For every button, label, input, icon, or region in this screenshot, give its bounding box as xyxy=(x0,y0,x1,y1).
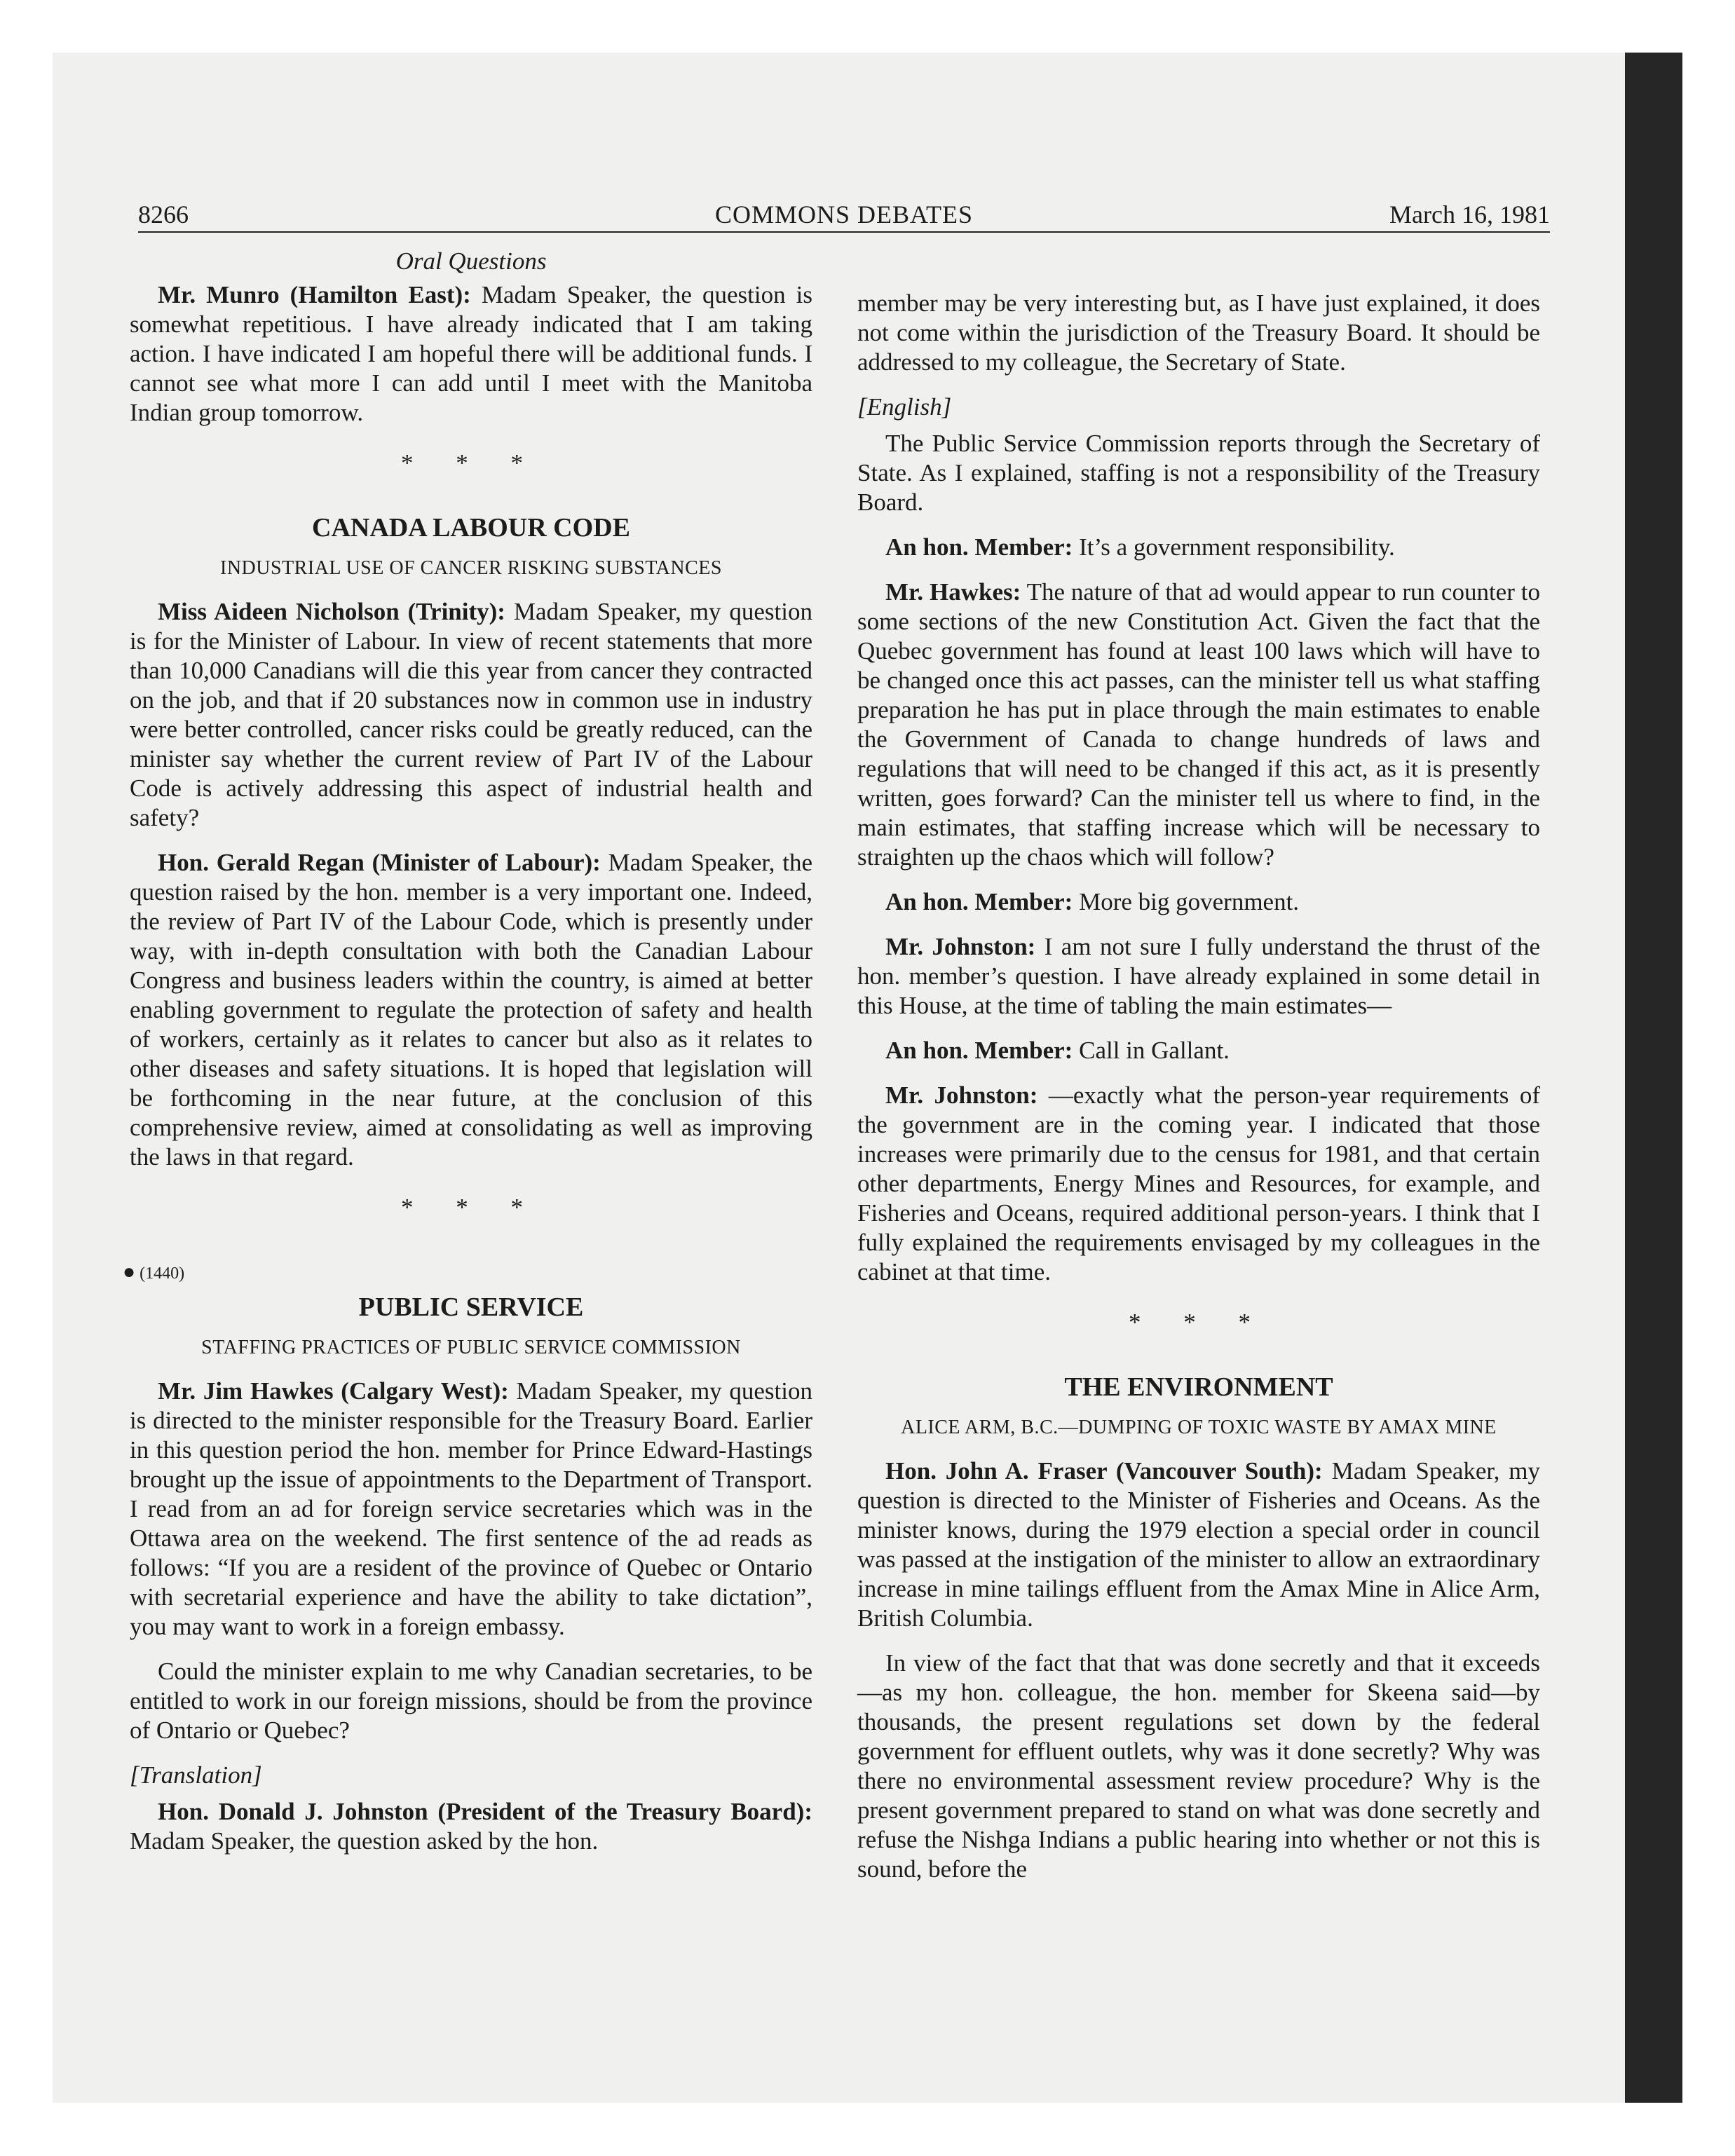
speaker-name: Mr. Johnston: xyxy=(885,933,1036,960)
speech-text: The nature of that ad would appear to run counter to some sections of the new Constitution Act. Given the fact that the Quebec government has found at least 100 laws which will have to be changed once this act passes, can the minister tell us what staffing preparation he has put in place through the main estimates to enable the Government of Canada to change hundreds of laws and regulations that will need to be changed if this act, as it is presently written, goes forward? Can the minister tell us where to find, in the main estimates, that staffing increase which will be necessary to straighten up the chaos which will follow? xyxy=(857,578,1540,871)
speech-text: Madam Speaker, my question is directed to the minister responsible for the Treasury Board. Earlier in this question period the hon. member for Prince Edward-Hastings brought up the issue of appointments to the Department of Transport. I read from an ad for foreign service secretaries which was in the Ottawa area on the weekend. The first sentence of the ad reads as follows: “If you are a resident of the province of Quebec or Ontario with secretarial experience and have the ability to take dictation”, you may want to work in a foreign embassy. xyxy=(130,1377,812,1640)
language-note: [Translation] xyxy=(130,1761,262,1789)
paragraph-johnston-cont xyxy=(857,1081,1540,1287)
language-note: [English] xyxy=(857,393,952,421)
paragraph-member-interjection xyxy=(857,533,1540,562)
paragraph-hawkes-supplementary xyxy=(857,578,1540,872)
paragraph-johnston xyxy=(130,1797,812,1856)
running-header xyxy=(138,199,1550,233)
speech-text: More big government. xyxy=(1079,888,1300,915)
speaker-name: Hon. Donald J. Johnston (President of the Treasury Board): xyxy=(158,1798,812,1825)
speech-text: Madam Speaker, the question raised by the hon. member is a very important one. Indeed, the review of Part IV of the Labour Code, which is presently under way, with in-depth consultation with both the Canadian Labour Congress and business leaders within the country, is aimed at better enabling government to regulate the protection of safety and health of workers, certainly as it relates to cancer but also as it relates to other diseases and safety situations. It is hoped that legislation will be forthcoming in the near future, at the conclusion of this comprehensive review, aimed at consolidating as well as improving the laws in that regard. xyxy=(130,849,812,1171)
paragraph-hawkes-cont: Could the minister explain to me why Canadian secretaries, to be entitled to work in our foreign missions, should be from the province of Ontario or Quebec? xyxy=(130,1658,812,1744)
time-marker-text: (1440) xyxy=(140,1264,185,1283)
scan-edge-shadow xyxy=(1625,53,1682,2103)
speech-text: I am not sure I fully understand the thrust of the hon. member’s question. I have already explained in some detail in this House, at the time of tabling the main estimates— xyxy=(857,933,1540,1019)
section-heading-labour-code: CANADA LABOUR CODE xyxy=(312,513,630,543)
bullet-icon: ● xyxy=(123,1260,136,1283)
speech-text: Madam Speaker, my question is for the Minister of Labour. In view of recent statements that more than 10,000 Canadians will die this year from cancer they contracted on the job, and that if 20 substances now in common use in industry were better controlled, cancer risks could be greatly reduced, can the minister say whether the current review of Part IV of the Labour Code is actively addressing this aspect of industrial health and safety? xyxy=(130,598,812,831)
section-separator: * * * xyxy=(1129,1309,1269,1336)
speech-text: Madam Speaker, my question is directed to the Minister of Fisheries and Oceans. As the minister knows, during the 1979 election a special order in council was passed at the instigation of the minister to allow an extraordinary increase in mine tailings effluent from the Amax Mine in Alice Arm, British Columbia. xyxy=(857,1457,1541,1632)
speaker-name: Mr. Munro (Hamilton East): xyxy=(158,281,471,308)
paragraph-johnston-reply xyxy=(857,932,1540,1021)
section-subheading: ALICE ARM, B.C.—DUMPING OF TOXIC WASTE BY AMAX MINE xyxy=(901,1417,1497,1438)
speaker-name: Hon. Gerald Regan (Minister of Labour): xyxy=(158,849,601,876)
speaker-name: An hon. Member: xyxy=(885,1037,1073,1064)
section-subheading: INDUSTRIAL USE OF CANCER RISKING SUBSTANCES xyxy=(220,557,722,579)
paragraph-hawkes xyxy=(130,1377,812,1642)
paragraph-fraser-cont: In view of the fact that that was done secretly and that it exceeds—as my hon. colleague, the hon. member for Skeena said—by thousands, the present regulations set down by the federal government for effluent outlets, why was it done secretly? Why was there no environmental assessment review procedure? Why is the present government prepared to stand on what was done secretly and refuse the Nishga Indians a public hearing into whether or not this is sound, before the xyxy=(857,1649,1540,1883)
speaker-name: Mr. Hawkes: xyxy=(885,578,1021,606)
paragraph-nicholson xyxy=(130,597,812,833)
speaker-name: Hon. John A. Fraser (Vancouver South): xyxy=(885,1457,1323,1485)
section-separator: * * * xyxy=(401,1194,541,1221)
speech-text: Call in Gallant. xyxy=(1079,1037,1230,1064)
section-subheading: STAFFING PRACTICES OF PUBLIC SERVICE COMMISSION xyxy=(201,1337,741,1358)
paragraph-member-interjection xyxy=(857,887,1540,917)
speech-text: —exactly what the person-year requirements of the government are in the coming year. I indicated that those increases were primarily due to the census for 1981, and that certain other departments, Energy Mines and Resources, for example, and Fisheries and Oceans, required additional person-years. I think that I fully explained the requirements envisaged by my colleagues in the cabinet at that time. xyxy=(857,1082,1540,1285)
publication-title: COMMONS DEBATES xyxy=(714,200,974,228)
section-heading-environment: THE ENVIRONMENT xyxy=(1064,1372,1333,1402)
section-separator: * * * xyxy=(401,449,541,477)
paragraph-fraser xyxy=(857,1456,1540,1633)
speaker-name: Mr. Jim Hawkes (Calgary West): xyxy=(158,1377,509,1405)
speech-text: It’s a government responsibility. xyxy=(1079,533,1395,561)
paragraph-munro xyxy=(130,280,812,428)
page-number: 8266 xyxy=(138,200,189,228)
section-label: Oral Questions xyxy=(395,247,547,275)
speaker-name: An hon. Member: xyxy=(885,533,1073,561)
section-heading-public-service: PUBLIC SERVICE xyxy=(358,1292,584,1322)
paragraph-regan xyxy=(130,848,812,1172)
paragraph-member-interjection xyxy=(857,1036,1540,1065)
paragraph-commission: The Public Service Commission reports through the Secretary of State. As I explained, staffing is not a responsibility of the Treasury Board. xyxy=(857,430,1540,516)
time-marker xyxy=(123,1257,812,1288)
left-column xyxy=(123,247,813,1871)
speaker-name: An hon. Member: xyxy=(885,888,1073,915)
speech-text: Madam Speaker, the question asked by the hon. xyxy=(130,1827,599,1855)
speaker-name: Miss Aideen Nicholson (Trinity): xyxy=(158,598,505,625)
speech-text: Madam Speaker, the question is somewhat repetitious. I have already indicated that I am taking action. I have indicated I am hopeful there will be additional funds. I cannot see what more I can add until I meet with the Manitoba Indian group tomorrow. xyxy=(130,281,813,426)
paragraph-continued: member may be very interesting but, as I have just explained, it does not come within the jurisdiction of the Treasury Board. It should be addressed to my colleague, the Secretary of State. xyxy=(857,289,1540,376)
header-date: March 16, 1981 xyxy=(1389,200,1550,228)
right-column xyxy=(857,289,1540,1899)
speaker-name: Mr. Johnston: xyxy=(885,1082,1038,1109)
